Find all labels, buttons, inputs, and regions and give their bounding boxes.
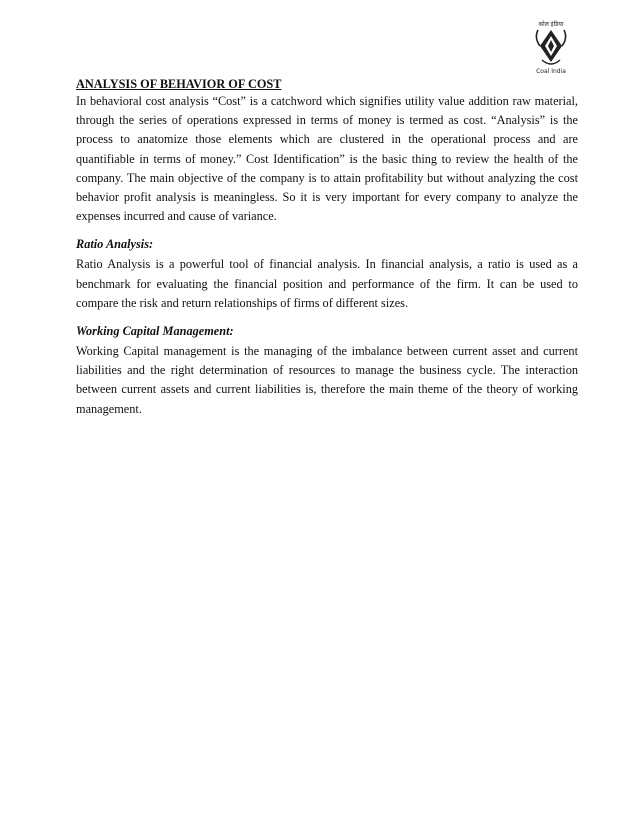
document-content <box>76 76 578 419</box>
coal-india-logo-icon <box>518 16 584 76</box>
section-heading-ratio-analysis: Ratio Analysis: <box>76 237 154 252</box>
section-body-ratio-analysis: Ratio Analysis is a powerful tool of financial analysis. In financial analysis, a ratio is used as a benchmark for evaluating the financial position and performance of the firm. It can be used to compare the risk and return relationships of firms of different sizes. <box>76 257 578 310</box>
logo-top-text: कोल इंडिया <box>538 21 564 28</box>
section-body-cost-behavior: In behavioral cost analysis “Cost” is a catchword which signifies utility value addition raw material, through the series of operations expressed in terms of money is termed as cost. “Analysis” is the process to anatomize those elements which are clustered in the operational process and are quantifiable in terms of money.” Cost Identification” is the basic thing to review the health of the company. The main objective of the company is to attain profitability but without analyzing the cost behavior profit analysis is meaningless. So it is very important for every company to analyze the expenses incurred and cause of variance. <box>76 94 578 224</box>
section-heading-cost-behavior: ANALYSIS OF BEHAVIOR OF COST <box>76 77 282 91</box>
logo-bottom-text: Coal India <box>536 68 566 75</box>
section-body-working-capital: Working Capital management is the managing of the imbalance between current asset and current liabilities and the right determination of resources to manage the business cycle. The interaction between current assets and current liabilities is, therefore the main theme of the theory of working management. <box>76 344 578 416</box>
section-heading-working-capital: Working Capital Management: <box>76 324 234 339</box>
